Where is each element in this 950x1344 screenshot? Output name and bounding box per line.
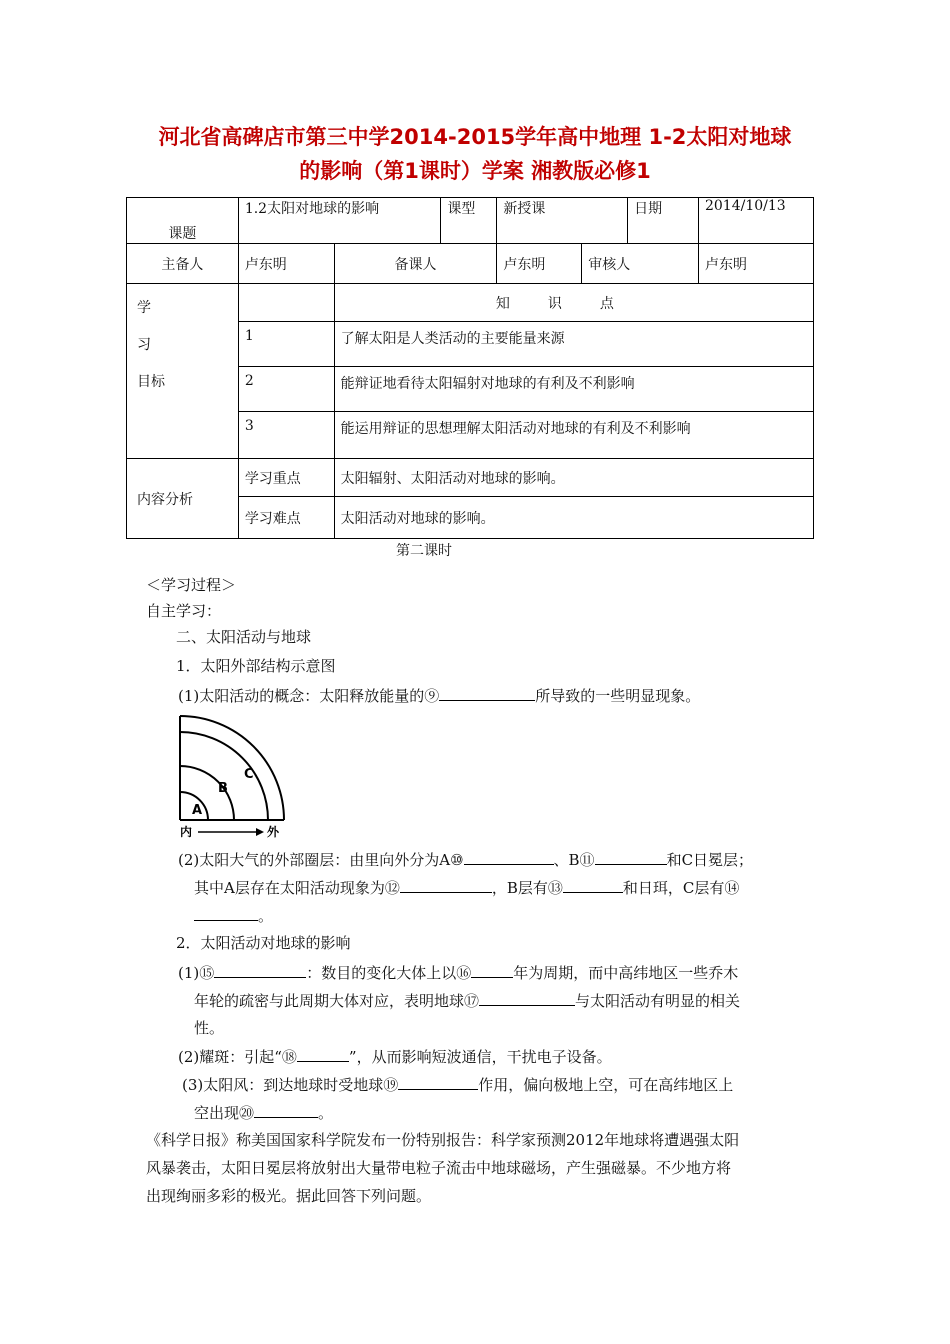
date-label: 日期	[628, 198, 699, 244]
arrow-head-icon	[256, 828, 264, 836]
answer-blank[interactable]	[471, 961, 513, 978]
focus-label: 学习重点	[238, 459, 334, 497]
process-heading: ＜学习过程＞	[146, 576, 237, 594]
passage-line3: 出现绚丽多彩的极光。据此回答下列问题。	[146, 1187, 432, 1205]
section-heading: 二、太阳活动与地球	[176, 628, 312, 646]
label-inner: 内	[180, 825, 193, 839]
topic-label: 课题	[127, 198, 239, 244]
effect-3-line2: 空出现⑳ 。	[194, 1101, 333, 1123]
self-study-heading: 自主学习：	[146, 602, 222, 620]
question-2-line1: (2)太阳大气的外部圈层：由里向外分为A⑩ 、B⑪ 和C日冕层；	[178, 848, 753, 870]
goal-no-header	[238, 284, 334, 322]
answer-blank[interactable]	[479, 989, 575, 1006]
review-label: 审核人	[582, 244, 699, 284]
difficulty-text: 太阳活动对地球的影响。	[334, 497, 813, 539]
answer-blank[interactable]	[297, 1045, 349, 1062]
answer-blank[interactable]	[439, 684, 535, 701]
answer-blank[interactable]	[464, 848, 554, 865]
goal-no: 3	[238, 412, 334, 459]
lesson-label: 第二课时	[396, 543, 452, 559]
goal-text: 了解太阳是人类活动的主要能量来源	[334, 322, 813, 367]
label-a: A	[192, 803, 203, 818]
doc-title-line2: 的影响（第1课时）学案 湘教版必修1	[299, 159, 651, 183]
topic-value: 1.2太阳对地球的影响	[238, 198, 441, 244]
difficulty-label: 学习难点	[238, 497, 334, 539]
doc-title-line1: 河北省高碑店市第三中学2014-2015学年高中地理 1-2太阳对地球	[158, 125, 792, 149]
effect-3-line1: (3)太阳风：到达地球时受地球⑲ 作用，偏向极地上空，可在高纬地区上	[182, 1073, 733, 1095]
label-outer: 外	[267, 825, 280, 839]
prep-label: 备课人	[334, 244, 497, 284]
effect-1-line3: 性。	[194, 1019, 225, 1037]
focus-text: 太阳辐射、太阳活动对地球的影响。	[334, 459, 813, 497]
lead-value: 卢东明	[238, 244, 334, 284]
answer-blank[interactable]	[563, 876, 623, 893]
answer-blank[interactable]	[194, 904, 258, 921]
goal-text: 能辩证地看待太阳辐射对地球的有利及不利影响	[334, 367, 813, 412]
lesson-info-table	[126, 197, 814, 539]
label-c: C	[244, 767, 254, 782]
item1-heading: 1．太阳外部结构示意图	[176, 657, 336, 675]
effect-2: (2)耀斑：引起“⑱ ”，从而影响短波通信，干扰电子设备。	[178, 1045, 612, 1067]
passage-line1: 《科学日报》称美国国家科学院发布一份特别报告：科学家预测2012年地球将遭遇强太阳	[146, 1131, 740, 1149]
question-2-line2: 其中A层存在太阳活动现象为⑫ ，B层有⑬ 和日珥，C层有⑭	[194, 876, 739, 898]
review-value: 卢东明	[698, 244, 813, 284]
sun-structure-diagram	[172, 712, 292, 840]
type-value: 新授课	[497, 198, 628, 244]
effect-1-line1: (1)⑮ ：数目的变化大体上以⑯ 年为周期，而中高纬地区一些乔木	[178, 961, 738, 983]
prep-value: 卢东明	[497, 244, 582, 284]
analysis-label: 内容分析	[127, 459, 239, 539]
knowledge-header: 知识点	[334, 284, 813, 322]
label-b: B	[218, 781, 228, 796]
answer-blank[interactable]	[214, 961, 306, 978]
item2-heading: 2．太阳活动对地球的影响	[176, 934, 351, 952]
goal-text: 能运用辩证的思想理解太阳活动对地球的有利及不利影响	[334, 412, 813, 459]
question-1: (1)太阳活动的概念：太阳释放能量的⑨ 所导致的一些明显现象。	[178, 684, 700, 706]
goals-label: 学 习 目标	[127, 284, 239, 459]
goal-no: 1	[238, 322, 334, 367]
goal-no: 2	[238, 367, 334, 412]
answer-blank[interactable]	[595, 848, 667, 865]
date-value: 2014/10/13	[698, 198, 813, 244]
question-2-line3: 。	[194, 904, 273, 926]
type-label: 课型	[441, 198, 497, 244]
answer-blank[interactable]	[254, 1101, 318, 1118]
effect-1-line2: 年轮的疏密与此周期大体对应，表明地球⑰ 与太阳活动有明显的相关	[194, 989, 740, 1011]
passage-line2: 风暴袭击，太阳日冕层将放射出大量带电粒子流击中地球磁场，产生强磁暴。不少地方将	[146, 1159, 732, 1177]
lead-label: 主备人	[127, 244, 239, 284]
answer-blank[interactable]	[400, 876, 492, 893]
answer-blank[interactable]	[398, 1073, 478, 1090]
